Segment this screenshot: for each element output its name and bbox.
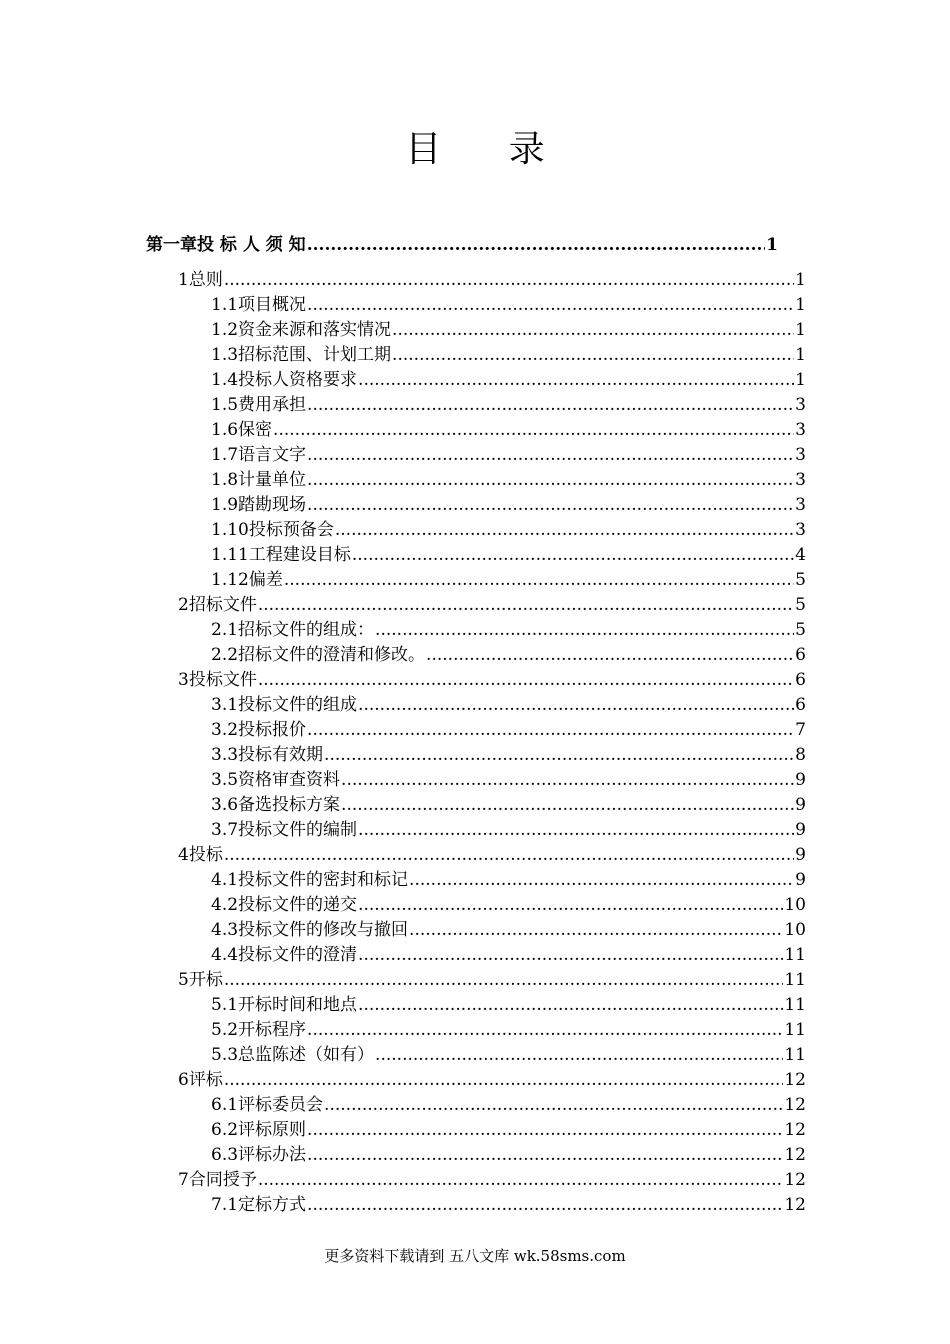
toc-page-number: 11 [784,945,806,965]
toc-entry-number: 4.1 [211,870,239,890]
toc-subsection-entry[interactable] [211,543,806,567]
toc-page-number: 11 [784,995,806,1015]
toc-subsection-entry[interactable] [211,293,806,317]
toc-subsection-entry[interactable] [211,568,806,592]
toc-leader-dots [358,693,794,717]
toc-subsection-entry[interactable] [211,418,806,442]
toc-entry-number: 1.4 [211,370,239,390]
toc-page-number: 6 [795,695,806,715]
toc-entry-title: 备选投标方案 [238,795,341,815]
toc-entry-title: 定标方式 [238,1195,307,1215]
toc-entry-title: 投 标 人 须 知 [197,235,306,255]
toc-subsection-entry[interactable] [211,818,806,842]
toc-page-number: 12 [784,1170,806,1190]
toc-entry-number: 3.3 [211,745,239,765]
toc-entry-title: 招标文件的澄清和修改。 [238,645,426,665]
toc-entry-title: 招标文件的组成： [238,620,375,640]
toc-page-number: 9 [795,845,806,865]
toc-entry-number: 5.1 [211,995,239,1015]
toc-leader-dots [307,293,794,317]
toc-entry-number: 4.3 [211,920,239,940]
toc-entry-number: 6.3 [211,1145,239,1165]
toc-subsection-entry[interactable] [211,343,806,367]
toc-subsection-entry[interactable] [211,443,806,467]
toc-entry-number: 7 [178,1170,189,1190]
toc-chapter-entry[interactable] [146,233,778,257]
toc-subsection-entry[interactable] [211,1043,806,1067]
toc-entry-number: 1.11 [211,545,249,565]
toc-entry-number: 1.12 [211,570,249,590]
toc-leader-dots [409,918,783,942]
toc-leader-dots [358,943,783,967]
toc-leader-dots [307,443,794,467]
toc-entry-title: 投标人资格要求 [238,370,358,390]
toc-section-entry[interactable] [178,843,806,867]
toc-leader-dots [358,818,794,842]
toc-entry-number: 第一章 [146,235,197,255]
toc-leader-dots [307,493,794,517]
toc-entry-number: 7.1 [211,1195,239,1215]
toc-subsection-entry[interactable] [211,918,806,942]
toc-leader-dots [307,1018,783,1042]
toc-subsection-entry[interactable] [211,868,806,892]
toc-entry-number: 1.3 [211,345,239,365]
toc-leader-dots [352,543,794,567]
toc-page-number: 1 [795,345,806,365]
toc-page-number: 10 [784,920,806,940]
toc-page-number: 3 [795,495,806,515]
toc-leader-dots [358,368,794,392]
toc-subsection-entry[interactable] [211,393,806,417]
toc-page-number: 1 [795,295,806,315]
toc-entry-number: 3 [178,670,189,690]
toc-page-number: 9 [795,820,806,840]
toc-page-number: 9 [795,795,806,815]
toc-subsection-entry[interactable] [211,1143,806,1167]
toc-subsection-entry[interactable] [211,1193,806,1217]
toc-subsection-entry[interactable] [211,1018,806,1042]
toc-leader-dots [409,868,794,892]
toc-entry-number: 1.5 [211,395,239,415]
toc-entry-title: 开标 [188,970,223,990]
toc-entry-title: 投标文件 [188,670,257,690]
toc-page-number: 12 [784,1120,806,1140]
toc-entry-title: 投标文件的递交 [238,895,358,915]
toc-subsection-entry[interactable] [211,743,806,767]
toc-section-entry[interactable] [178,593,806,617]
toc-entry-title: 投标预备会 [248,520,334,540]
toc-entry-title: 投标报价 [238,720,307,740]
toc-entry-title: 投标文件的澄清 [238,945,358,965]
toc-entry-title: 招标范围、计划工期 [238,345,392,365]
toc-subsection-entry[interactable] [211,693,806,717]
toc-subsection-entry[interactable] [211,468,806,492]
toc-leader-dots [273,418,794,442]
toc-entry-number: 2 [178,595,189,615]
toc-leader-dots [258,593,794,617]
toc-subsection-entry[interactable] [211,943,806,967]
toc-page-number: 1 [795,370,806,390]
toc-entry-number: 3.6 [211,795,239,815]
toc-entry-number: 3.7 [211,820,239,840]
toc-section-entry[interactable] [178,1168,806,1192]
toc-leader-dots [307,1118,783,1142]
toc-leader-dots [307,393,794,417]
toc-entry-title: 招标文件 [188,595,257,615]
toc-entry-number: 4.2 [211,895,239,915]
toc-leader-dots [224,268,794,292]
toc-leader-dots [307,1193,783,1217]
toc-entry-title: 资格审查资料 [238,770,341,790]
toc-page-number: 5 [795,620,806,640]
toc-entry-number: 2.2 [211,645,239,665]
toc-entry-number: 3.1 [211,695,239,715]
toc-entry-number: 1.8 [211,470,239,490]
toc-subsection-entry[interactable] [211,768,806,792]
toc-page-number: 12 [784,1095,806,1115]
toc-leader-dots [258,1168,784,1192]
toc-page-number: 7 [795,720,806,740]
toc-entry-number: 4 [178,845,189,865]
toc-leader-dots [358,893,783,917]
toc-leader-dots [307,718,794,742]
toc-entry-number: 6.2 [211,1120,239,1140]
toc-leader-dots [426,643,794,667]
toc-entry-number: 4.4 [211,945,239,965]
toc-page-number: 3 [795,395,806,415]
toc-page-number: 9 [795,870,806,890]
toc-entry-number: 1.10 [211,520,249,540]
toc-entry-number: 1.6 [211,420,239,440]
toc-entry-number: 5.3 [211,1045,239,1065]
toc-entry-number: 1 [178,270,189,290]
toc-subsection-entry[interactable] [211,318,806,342]
toc-page-number: 5 [795,595,806,615]
toc-entry-title: 语言文字 [238,445,307,465]
toc-leader-dots [258,668,794,692]
footer-note: 更多资料下载请到 五八文库 wk.58sms.com [324,1247,626,1265]
toc-subsection-entry[interactable] [211,993,806,1017]
toc-subsection-entry[interactable] [211,718,806,742]
toc-page-number: 12 [784,1195,806,1215]
toc-page-number: 3 [795,420,806,440]
toc-leader-dots [324,743,794,767]
toc-entry-title: 投标文件的编制 [238,820,358,840]
toc-leader-dots [307,233,765,257]
toc-page-number: 3 [795,520,806,540]
toc-subsection-entry[interactable] [211,1118,806,1142]
toc-leader-dots [224,968,784,992]
toc-leader-dots [224,843,794,867]
toc-entry-number: 1.1 [211,295,239,315]
toc-page-number: 1 [766,235,778,255]
toc-entry-number: 3.2 [211,720,239,740]
toc-entry-title: 费用承担 [238,395,307,415]
toc-page-number: 8 [795,745,806,765]
toc-entry-number: 2.1 [211,620,239,640]
toc-entry-title: 偏差 [248,570,283,590]
toc-entry-number: 3.5 [211,770,239,790]
toc-entry-title: 投标 [188,845,223,865]
toc-entry-title: 开标时间和地点 [238,995,358,1015]
toc-page-number: 11 [784,970,806,990]
toc-page-number: 5 [795,570,806,590]
toc-section-entry[interactable] [178,968,806,992]
toc-section-entry[interactable] [178,668,806,692]
toc-page-number: 3 [795,445,806,465]
toc-entry-title: 合同授予 [188,1170,257,1190]
toc-page-number: 12 [784,1145,806,1165]
toc-leader-dots [307,468,794,492]
toc-entry-title: 保密 [238,420,273,440]
toc-entry-title: 评标办法 [238,1145,307,1165]
toc-leader-dots [392,318,794,342]
page-title: 目 录 [405,129,573,170]
toc-leader-dots [307,1143,783,1167]
toc-entry-title: 工程建设目标 [248,545,351,565]
toc-leader-dots [324,1093,783,1117]
toc-subsection-entry[interactable] [211,643,806,667]
toc-entry-number: 1.7 [211,445,239,465]
toc-entry-title: 项目概况 [238,295,307,315]
toc-leader-dots [224,1068,784,1092]
toc-subsection-entry[interactable] [211,618,806,642]
toc-entry-title: 计量单位 [238,470,307,490]
toc-entry-number: 6.1 [211,1095,239,1115]
toc-entry-title: 投标文件的密封和标记 [238,870,409,890]
toc-entry-title: 总则 [188,270,223,290]
toc-leader-dots [375,618,794,642]
toc-leader-dots [358,993,783,1017]
toc-entry-number: 5 [178,970,189,990]
toc-subsection-entry[interactable] [211,1093,806,1117]
toc-leader-dots [335,518,794,542]
toc-entry-number: 1.9 [211,495,239,515]
toc-entry-title: 投标文件的组成 [238,695,358,715]
toc-section-entry[interactable] [178,1068,806,1092]
toc-entry-title: 评标委员会 [238,1095,324,1115]
toc-page-number: 6 [795,670,806,690]
toc-entry-title: 评标原则 [238,1120,307,1140]
toc-subsection-entry[interactable] [211,518,806,542]
toc-subsection-entry[interactable] [211,893,806,917]
toc-leader-dots [375,1043,783,1067]
toc-leader-dots [341,768,794,792]
toc-leader-dots [392,343,794,367]
toc-page-number: 6 [795,645,806,665]
toc-entry-title: 踏勘现场 [238,495,307,515]
toc-page-number: 10 [784,895,806,915]
toc-entry-title: 评标 [188,1070,223,1090]
toc-subsection-entry[interactable] [211,793,806,817]
toc-page-number: 12 [784,1070,806,1090]
toc-page-number: 1 [795,270,806,290]
toc-entry-title: 资金来源和落实情况 [238,320,392,340]
toc-entry-title: 开标程序 [238,1020,307,1040]
toc-entry-number: 6 [178,1070,189,1090]
toc-page-number: 9 [795,770,806,790]
toc-page-number: 4 [795,545,806,565]
toc-page-number: 3 [795,470,806,490]
toc-section-entry[interactable] [178,268,806,292]
toc-leader-dots [284,568,794,592]
toc-subsection-entry[interactable] [211,368,806,392]
toc-leader-dots [341,793,794,817]
toc-page-number: 1 [795,320,806,340]
toc-entry-title: 总监陈述（如有） [238,1045,375,1065]
toc-entry-title: 投标有效期 [238,745,324,765]
toc-page-number: 11 [784,1045,806,1065]
toc-entry-number: 1.2 [211,320,239,340]
toc-subsection-entry[interactable] [211,493,806,517]
toc-page-number: 11 [784,1020,806,1040]
toc-entry-number: 5.2 [211,1020,239,1040]
toc-entry-title: 投标文件的修改与撤回 [238,920,409,940]
